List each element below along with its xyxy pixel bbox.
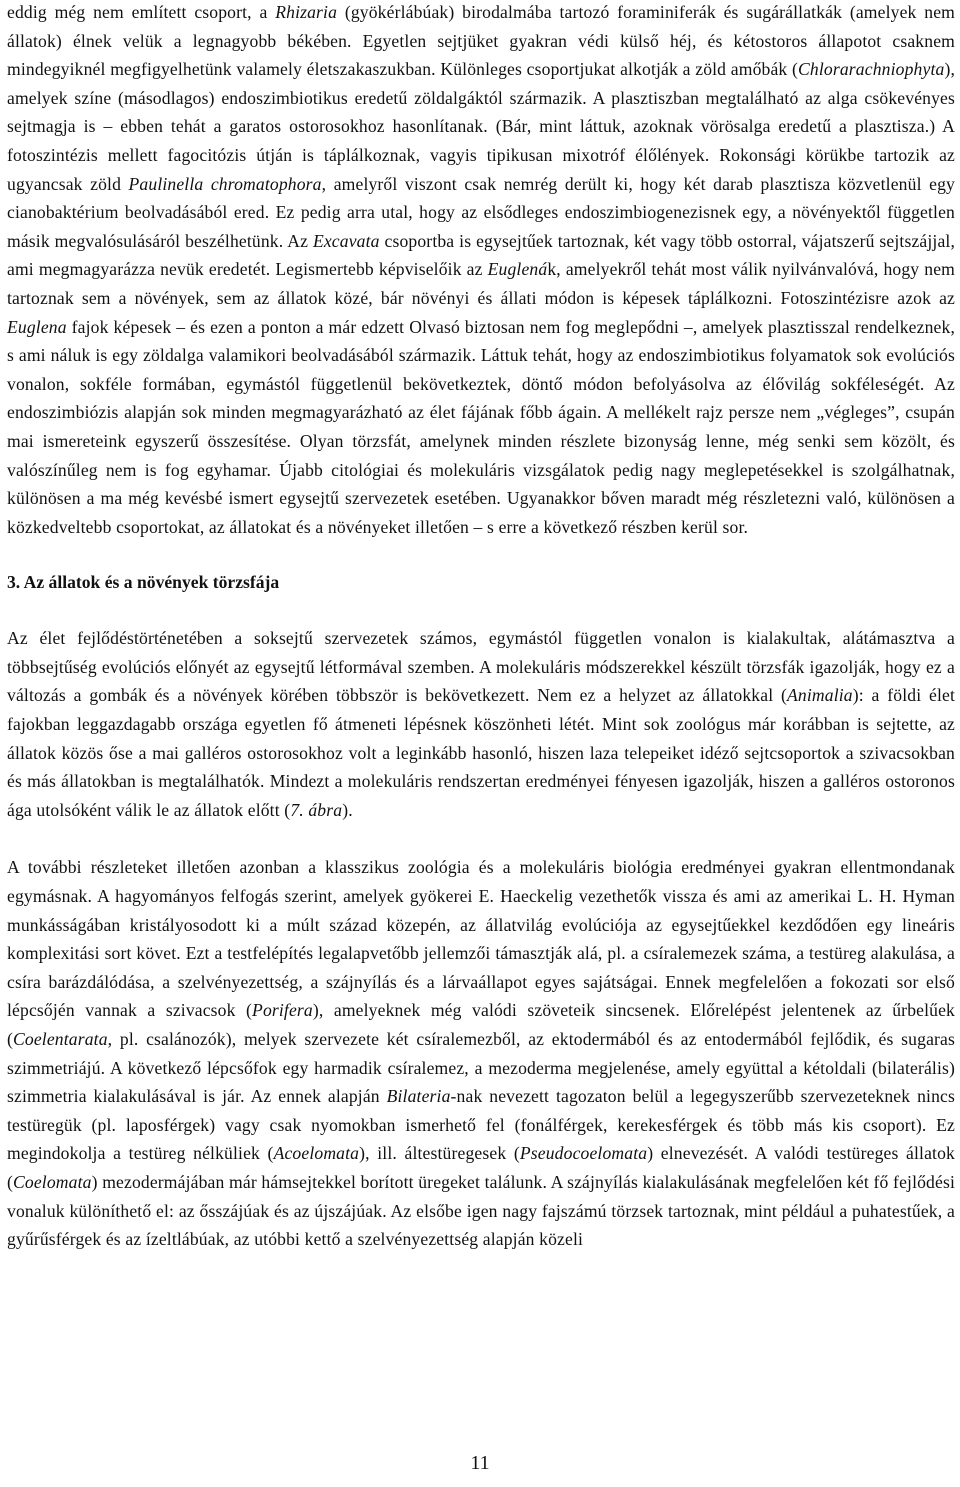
document-page: [7, 0, 955, 1254]
italic-term: Euglená: [487, 259, 548, 280]
italic-term: Rhizaria: [275, 2, 338, 22]
italic-term: Coelomata: [13, 1171, 92, 1192]
paragraph-multicellular: Az élet fejlődéstörténetében a soksejtű szervezetek számos, egymástól független vonalon is kialakultak, alátámasztva a többsejtűség evolúciós előnyét az egysejtű létformával szemben. A molekuláris módszerekkel készült törzsfák igazolják, hogy ez a változás a gombák és a növények körében többször is bekövetkezett. Nem ez a helyzet az állatokkal (Animalia): a földi élet fajokban leggazdagabb országa egyetlen fő átmeneti lépésnek köszönheti létét. Mint sok zoológus már korábban is sejtette, az állatok közös őse a mai galléros ostorosokhoz volt a leginkább hasonló, hiszen laza telepeiket idéző sejtcsoportok a szivacsokban és más állatokban is megtalálhatók. Mindezt a molekuláris rendszertan eredményei fényesen igazolják, hiszen a galléros ostoronos ága utolsóként válik le az állatok előtt (7. ábra).: [7, 628, 956, 820]
italic-term: Chlorarachniophyta: [798, 59, 945, 80]
page-number: 11: [470, 1452, 490, 1474]
italic-term: Acoelomata: [273, 1143, 360, 1164]
italic-term: Coelentarata: [13, 1029, 108, 1049]
italic-term: Paulinella chromatophora: [128, 173, 322, 194]
paragraph-protists: eddig még nem említett csoport, a Rhizaria (gyökérlábúak) birodalmába tartozó foraminiferák és sugárállatkák (amelyek nem állatok) élnek velük a legnagyobb békében. Egyetlen sejtjüket gyakran védi külső héj, és kétostoros állapotot csaknem mindegyiknél megfigyelhetünk valamely életszakaszukban. Különleges csoportjukat alkotják a zöld amőbák (Chlorarachniophyta), amelyek színe (másodlagos) endoszimbiotikus eredetű zöldalgáktól származik. A plasztiszban megtalálható az alga csökevényes sejtmagja is – ebben tehát a garatos ostorosokhoz hasonlítanak. (Bár, mint láttuk, azoknak vörösalga eredetű a plasztisza.) A fotoszintézis mellett fagocitózis útján is táplálkoznak, vagyis tipikusan mixotróf élőlények. Rokonsági körükbe tartozik az ugyancsak zöld Paulinella chromatophora, amelyről viszont csak nemrég derült ki, hogy két darab plasztisza közvetlenül egy cianobaktérium beolvadásából ered. Ez pedig arra utal, hogy az elsődleges endoszimbiogenezisnek egy, a növényektől független másik megvalósulásáról beszélhetünk. Az Excavata csoportba is egysejtűek tartoznak, két vagy több ostorral, vájatszerű sejtszájjal, ami megmagyarázza nevük eredetét. Legismertebb képviselőik az Euglenák, amelyekről tehát most válik nyilvánvalóvá, hogy nem tartoznak sem a növények, sem az állatok közé, bár növényi és állati módon is képesek táplálkozni. Fotoszintézisre azok az Euglena fajok képesek – és ezen a ponton a már edzett Olvasó biztosan nem fog meglepődni –, amelyek plasztisszal rendelkeznek, s ami náluk is egy zöldalga valamikori beolvadásából származik. Láttuk tehát, hogy az endoszimbiotikus folyamatok sok evolúciós vonalon, sokféle formában, egymástól függetlenül bekövetkeztek, döntő módon befolyásolva az élővilág sokféleségét. Az endoszimbiózis alapján sok minden megmagyarázható az élet fájának főbb ágain. A mellékelt rajz persze nem „végleges”, csupán mai ismereteink egyszerű összesítése. Olyan törzsfát, amelynek minden részlete bizonyság lenne, még senki sem közölt, és valószínűleg nem is fog egyhamar. Újabb citológiai és molekuláris vizsgálatok pedig nagy meglepetésekkel is szolgálhatnak, különösen a ma még kevésbé ismert egysejtű szervezetek esetében. Ugyanakkor bőven maradt még részletezni való, különösen a közkedveltebb csoportokat, az állatokat és a növényeket illetően – s erre a következő részben kerül sor.: [7, 2, 956, 537]
italic-term: Animalia: [787, 685, 853, 706]
italic-term: Pseudocoelomata: [519, 1143, 648, 1164]
italic-term: Euglena: [7, 316, 67, 337]
italic-term: 7. ábra: [290, 799, 343, 820]
italic-term: Bilateria: [386, 1086, 451, 1107]
italic-term: Excavata: [312, 230, 380, 251]
paragraph-classic-zoology: A további részleteket illetően azonban a klasszikus zoológia és a molekuláris biológia eredményei gyakran ellentmondanak egymásnak. A hagyományos felfogás szerint, amelyek gyökerei E. Haeckelig vezethetők vissza és ami az amerikai L. H. Hyman munkásságában kristályosodott ki a múlt század közepén, az állatvilág evolúciója az egysejtűekkel kezdődően egy lineáris komplexitási sort követ. Ezt a testfelépítés legalapvetőbb jellemzői támasztják alá, pl. a csíralemezek száma, a testüreg alakulása, a csíra barázdálódása, a szelvényezettség, a szájnyílás és a lárvaállapot egyes sajátságai. Ennek megfelelően a fokozati sor első lépcsőjén vannak a szivacsok (Porifera), amelyeknek még valódi szöveteik sincsenek. Előrelépést jelentenek az űrbelűek (Coelentarata, pl. csalánozók), melyek szervezete két csíralemezből, az ektodermából és az entodermából fejlődik, és sugaras szimmetriájú. A következő lépcsőfok egy harmadik csíralemez, a mezoderma megjelenése, amely együttal a kétoldali (bilaterális) szimmetria kialakulásával is jár. Az ennek alapján Bilateria-nak nevezett tagozaton belül a legegyszerűbb szervezeteknek nincs testüregük (pl. laposférgek) vagy csak nyomokban ismerhető fel (fonálférgek, kerekesférgek és több más kis csoport). Ez megindokolja a testüreg nélküliek (Acoelomata), ill. áltestüregesek (Pseudocoelomata) elnevezését. A valódi testüreges állatok (Coelomata) mezodermájában már hámsejtekkel borított üregeket találunk. A szájnyílás kialakulásának megfelelően két fő fejlődési vonaluk különíthető el: az ősszájúak és az újszájúak. Az elsőbe igen nagy fajszámú törzsek tartoznak, mint például a puhatestűek, a gyűrűsférgek és az ízeltlábúak, az utóbbi kettő a szelvényezettség alapján közeli: [7, 857, 955, 1250]
italic-term: Porifera: [252, 1000, 313, 1021]
section-heading: 3. Az állatok és a növények törzsfája: [7, 572, 280, 593]
